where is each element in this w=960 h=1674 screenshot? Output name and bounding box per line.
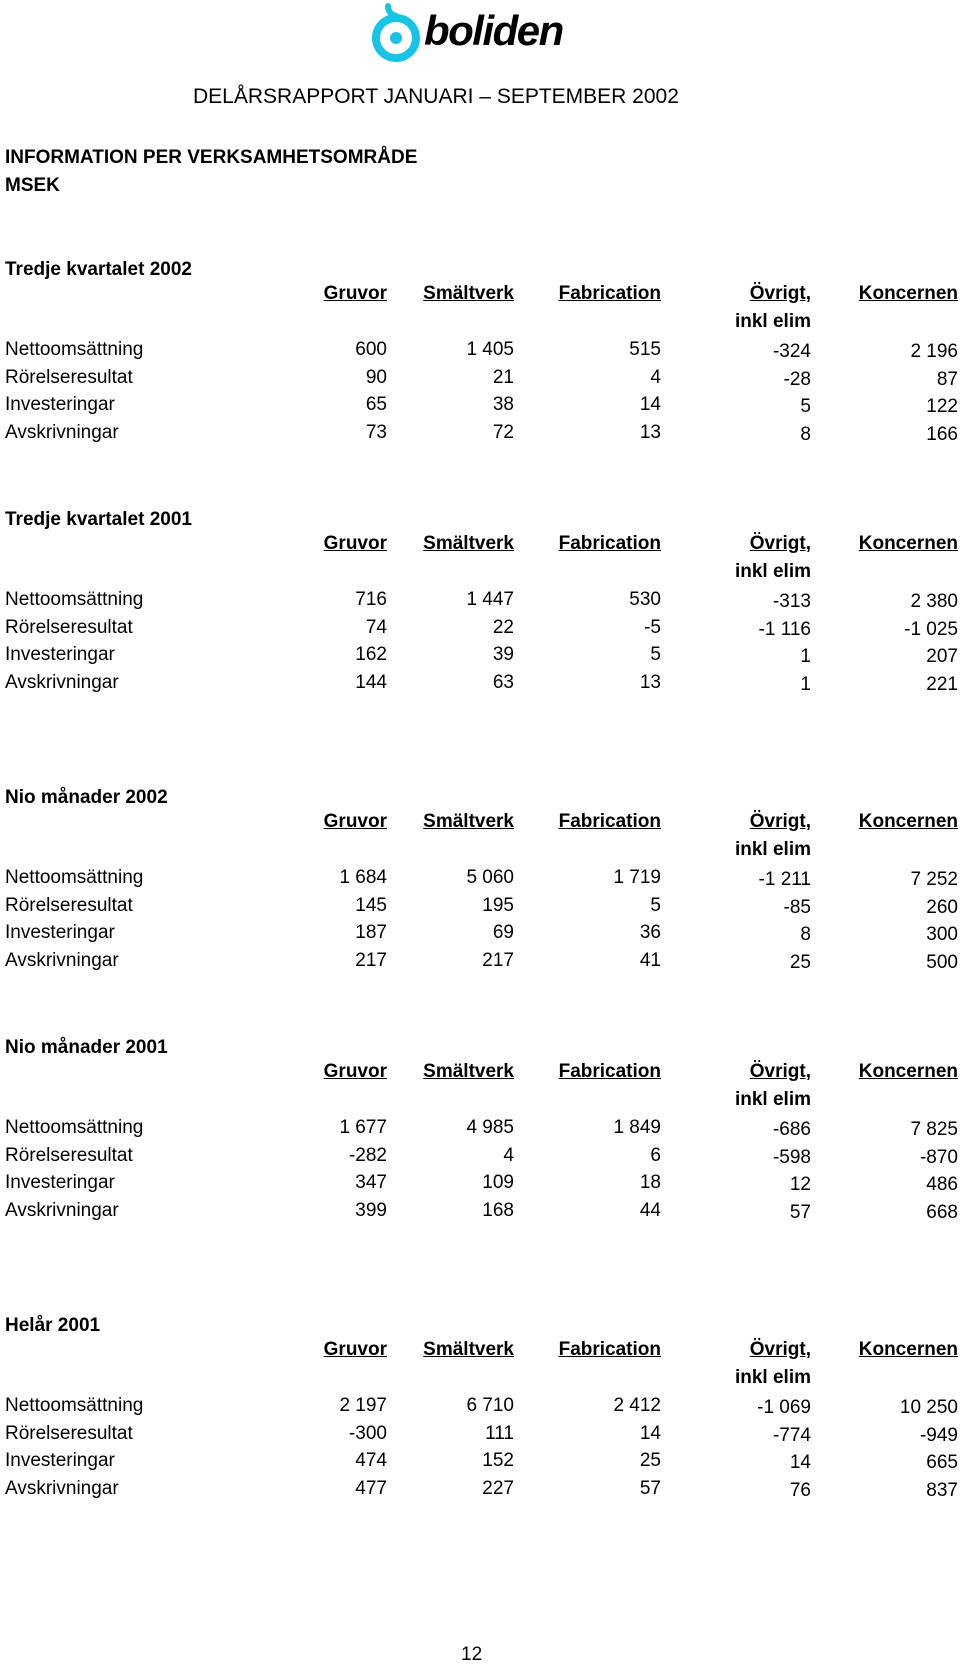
table-cell: -1 069 xyxy=(757,1397,811,1418)
table-cell: 38 xyxy=(492,394,514,415)
table-cell: 57 xyxy=(639,1477,661,1499)
table-cell: 217 xyxy=(482,949,514,971)
column-subheader: inkl elim xyxy=(734,839,811,860)
table-cell: 300 xyxy=(926,924,958,945)
table-cell: 1 849 xyxy=(613,1117,661,1138)
table-cell: 4 xyxy=(503,1144,514,1166)
section-title: Tredje kvartalet 2001 xyxy=(5,509,192,530)
segment-table xyxy=(0,786,960,986)
row-label: Rörelseresultat xyxy=(5,1422,133,1444)
logo-wordmark: boliden xyxy=(424,7,563,54)
row-label: Avskrivningar xyxy=(5,949,119,971)
table-cell: 207 xyxy=(926,646,958,667)
table-cell: 474 xyxy=(355,1450,387,1471)
row-label: Nettoomsättning xyxy=(5,589,144,610)
table-cell: 1 xyxy=(800,646,811,667)
table-cell: 530 xyxy=(629,589,661,610)
table-cell: -870 xyxy=(919,1146,958,1168)
info-heading-line1: INFORMATION PER VERKSAMHETSOMRÅDE xyxy=(5,147,418,168)
column-header: Smältverk xyxy=(423,1061,514,1082)
table-cell: 7 825 xyxy=(910,1119,958,1140)
table-cell: 22 xyxy=(492,616,514,638)
table-cell: 76 xyxy=(789,1479,811,1501)
column-header: Gruvor xyxy=(323,1061,387,1082)
table-cell: 41 xyxy=(639,949,661,971)
column-header: Smältverk xyxy=(423,811,514,832)
row-label: Nettoomsättning xyxy=(5,339,144,360)
table-cell: 260 xyxy=(926,896,958,918)
table-cell: 57 xyxy=(789,1201,811,1223)
row-label: Investeringar xyxy=(5,1172,115,1193)
row-label: Avskrivningar xyxy=(5,421,119,443)
table-cell: 1 677 xyxy=(339,1117,387,1138)
table-cell: 152 xyxy=(482,1450,514,1471)
table-cell: 1 684 xyxy=(339,867,387,888)
column-header: Koncernen xyxy=(858,1061,958,1082)
row-label: Rörelseresultat xyxy=(5,894,133,916)
table-cell: 1 405 xyxy=(466,339,514,360)
table-cell: 5 xyxy=(650,894,661,916)
column-header: Gruvor xyxy=(323,811,387,832)
table-cell: 2 196 xyxy=(910,341,958,362)
column-subheader: inkl elim xyxy=(734,1089,811,1110)
column-header: Koncernen xyxy=(858,533,958,554)
row-label: Avskrivningar xyxy=(5,1199,119,1221)
row-label: Avskrivningar xyxy=(5,1477,119,1499)
column-header: Gruvor xyxy=(323,1339,387,1360)
table-cell: -1 116 xyxy=(758,618,811,640)
row-label: Investeringar xyxy=(5,1450,115,1471)
table-cell: 195 xyxy=(482,894,514,916)
table-cell: 166 xyxy=(926,423,958,445)
table-cell: 8 xyxy=(800,924,811,945)
table-cell: 600 xyxy=(355,339,387,360)
table-cell: 4 985 xyxy=(466,1117,514,1138)
column-header: Fabrication xyxy=(558,811,661,832)
row-label: Nettoomsättning xyxy=(5,867,144,888)
column-subheader: inkl elim xyxy=(734,1367,811,1388)
table-cell: 14 xyxy=(639,394,661,415)
boliden-logo-icon xyxy=(368,2,424,64)
section-title: Nio månader 2002 xyxy=(5,787,168,808)
table-cell: 837 xyxy=(926,1479,958,1501)
table-cell: 7 252 xyxy=(910,869,958,890)
column-header: Fabrication xyxy=(558,1339,661,1360)
row-label: Investeringar xyxy=(5,922,115,943)
table-cell: 716 xyxy=(355,589,387,610)
segment-table xyxy=(0,1036,960,1236)
table-cell: -5 xyxy=(644,616,661,638)
table-cell: -686 xyxy=(772,1119,811,1140)
table-cell: 25 xyxy=(789,951,811,973)
column-header: Gruvor xyxy=(323,283,387,304)
column-header: Gruvor xyxy=(323,533,387,554)
table-cell: 144 xyxy=(355,671,387,693)
table-cell: 13 xyxy=(639,671,661,693)
table-cell: 6 710 xyxy=(466,1395,514,1416)
table-cell: 221 xyxy=(926,673,958,695)
table-cell: 5 xyxy=(650,644,661,665)
table-cell: 74 xyxy=(365,616,387,638)
segment-table xyxy=(0,1314,960,1514)
column-header: Övrigt, xyxy=(749,533,811,554)
table-cell: 665 xyxy=(926,1452,958,1473)
column-subheader: inkl elim xyxy=(734,311,811,332)
table-cell: 65 xyxy=(365,394,387,415)
table-cell: -598 xyxy=(772,1146,811,1168)
table-cell: 111 xyxy=(485,1422,514,1444)
table-cell: 217 xyxy=(355,949,387,971)
column-header: Fabrication xyxy=(558,283,661,304)
table-cell: 168 xyxy=(482,1199,514,1221)
column-header: Övrigt, xyxy=(749,1061,811,1082)
table-cell: -774 xyxy=(772,1424,811,1446)
info-heading xyxy=(5,144,417,200)
table-cell: 1 xyxy=(800,673,811,695)
column-header: Koncernen xyxy=(858,811,958,832)
table-cell: 6 xyxy=(650,1144,661,1166)
segment-table xyxy=(0,508,960,708)
table-cell: 14 xyxy=(789,1452,811,1473)
table-cell: -85 xyxy=(783,896,811,918)
table-cell: 87 xyxy=(936,368,958,390)
row-label: Rörelseresultat xyxy=(5,1144,133,1166)
table-cell: 69 xyxy=(492,922,514,943)
table-cell: 109 xyxy=(482,1172,514,1193)
table-cell: 4 xyxy=(650,366,661,388)
table-cell: 399 xyxy=(355,1199,387,1221)
table-cell: 13 xyxy=(639,421,661,443)
table-cell: -949 xyxy=(919,1424,958,1446)
column-header: Övrigt, xyxy=(749,811,811,832)
column-header: Fabrication xyxy=(558,1061,661,1082)
report-title: DELÅRSRAPPORT JANUARI – SEPTEMBER 2002 xyxy=(193,85,679,108)
column-header: Koncernen xyxy=(858,283,958,304)
table-cell: 39 xyxy=(492,644,514,665)
table-cell: 187 xyxy=(355,922,387,943)
row-label: Rörelseresultat xyxy=(5,366,133,388)
table-cell: 10 250 xyxy=(899,1397,958,1418)
table-cell: 5 xyxy=(800,396,811,417)
segment-table xyxy=(0,258,960,458)
table-cell: 668 xyxy=(926,1201,958,1223)
column-header: Övrigt, xyxy=(749,1339,811,1360)
table-cell: 63 xyxy=(492,671,514,693)
boliden-logo xyxy=(368,2,588,64)
table-cell: -324 xyxy=(772,341,811,362)
table-cell: -313 xyxy=(772,591,811,612)
table-cell: 12 xyxy=(789,1174,811,1195)
table-cell: 2 380 xyxy=(910,591,958,612)
row-label: Investeringar xyxy=(5,644,115,665)
table-cell: 500 xyxy=(926,951,958,973)
section-title: Helår 2001 xyxy=(5,1315,101,1336)
table-cell: 44 xyxy=(639,1199,661,1221)
section-title: Tredje kvartalet 2002 xyxy=(5,259,192,280)
table-cell: 14 xyxy=(639,1422,661,1444)
table-cell: 72 xyxy=(492,421,514,443)
row-label: Rörelseresultat xyxy=(5,616,133,638)
page-number: 12 xyxy=(461,1644,483,1665)
table-cell: 162 xyxy=(355,644,387,665)
row-label: Nettoomsättning xyxy=(5,1395,144,1416)
column-header: Smältverk xyxy=(423,283,514,304)
table-cell: 122 xyxy=(926,396,958,417)
column-header: Smältverk xyxy=(423,533,514,554)
table-cell: 90 xyxy=(365,366,387,388)
column-subheader: inkl elim xyxy=(734,561,811,582)
table-cell: 477 xyxy=(355,1477,387,1499)
table-cell: 1 719 xyxy=(613,867,661,888)
column-header: Koncernen xyxy=(858,1339,958,1360)
row-label: Avskrivningar xyxy=(5,671,119,693)
table-cell: 36 xyxy=(639,922,661,943)
row-label: Nettoomsättning xyxy=(5,1117,144,1138)
table-cell: 18 xyxy=(639,1172,661,1193)
table-cell: -1 211 xyxy=(758,869,811,890)
table-cell: -1 025 xyxy=(904,618,958,640)
table-cell: 21 xyxy=(492,366,514,388)
table-cell: 73 xyxy=(365,421,387,443)
table-cell: -282 xyxy=(348,1144,387,1166)
table-cell: 486 xyxy=(926,1174,958,1195)
table-cell: -28 xyxy=(783,368,811,390)
table-cell: 25 xyxy=(639,1450,661,1471)
table-cell: -300 xyxy=(348,1422,387,1444)
column-header: Smältverk xyxy=(423,1339,514,1360)
table-cell: 515 xyxy=(629,339,661,360)
column-header: Fabrication xyxy=(558,533,661,554)
info-heading-line2: MSEK xyxy=(5,175,60,196)
table-cell: 2 412 xyxy=(613,1395,661,1416)
section-title: Nio månader 2001 xyxy=(5,1037,168,1058)
table-cell: 1 447 xyxy=(466,589,514,610)
table-cell: 5 060 xyxy=(466,867,514,888)
table-cell: 145 xyxy=(355,894,387,916)
table-cell: 347 xyxy=(355,1172,387,1193)
table-cell: 2 197 xyxy=(339,1395,387,1416)
row-label: Investeringar xyxy=(5,394,115,415)
table-cell: 8 xyxy=(800,423,811,445)
table-cell: 227 xyxy=(482,1477,514,1499)
column-header: Övrigt, xyxy=(749,283,811,304)
